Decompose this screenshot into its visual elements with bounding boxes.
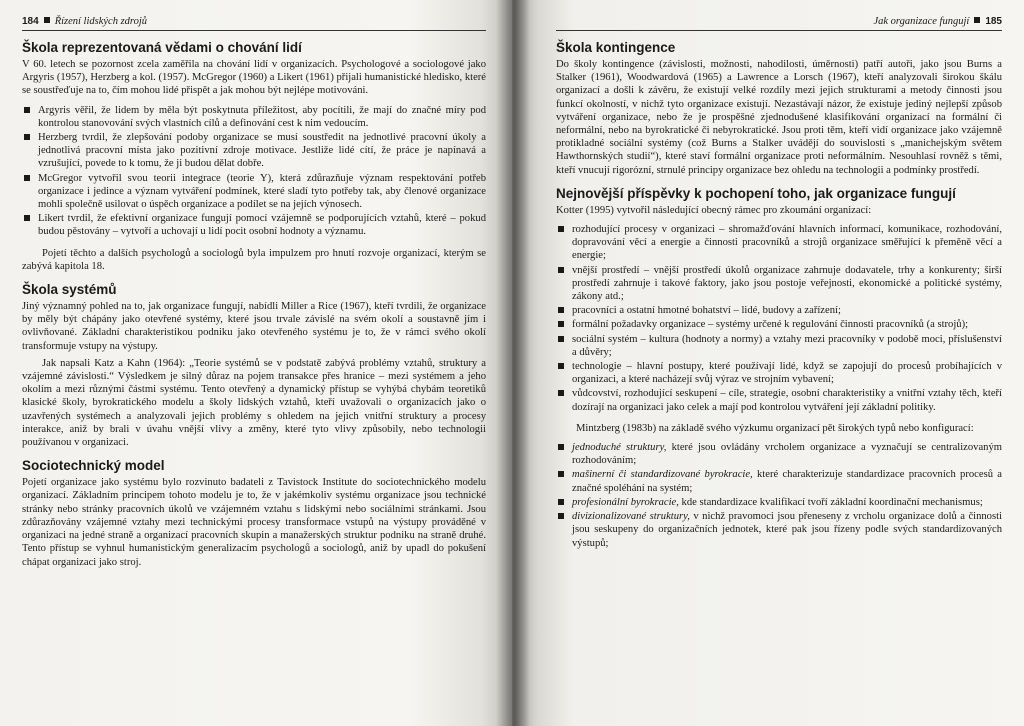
square-bullet-icon — [558, 336, 564, 342]
list-item — [556, 318, 1002, 331]
list-item — [556, 496, 1002, 509]
square-bullet-icon — [558, 226, 564, 232]
list-item-text: sociální systém – kultura (hodnoty a normy) a vztahy mezi pracovníky v podobě moci, příslušenství a důvěry; — [572, 333, 1002, 358]
list-item-text: které charakterizuje standardizace pracovních procesů a značné spoléhání na systém; — [572, 469, 1002, 494]
book-gutter — [496, 0, 530, 726]
square-bullet-icon — [558, 321, 564, 327]
square-bullet-icon — [558, 499, 564, 505]
section-heading: Sociotechnický model — [22, 458, 165, 474]
right-running-head — [556, 16, 1002, 31]
square-bullet-icon — [558, 444, 564, 450]
list-item-text: McGregor vytvořil svou teorii integrace (teorie Y), která zdůrazňuje význam respektování potřeb organizace i jedince a význam vytváření podmínek, které sladí tyto potřeby tak, aby členové organizace mohli společně usilovat o úspěch organizace a podílet se na jejích výnosech. — [38, 172, 486, 211]
page-number: 185 — [985, 16, 1002, 27]
list-item-text: rozhodující procesy v organizaci – shromažďování hlavních informací, komunikace, rozhodování, dopravování věcí a energie a činnosti pracovníků a strojů organizace směřující k přeměně věcí a energie; — [572, 224, 1002, 262]
list-item — [22, 131, 486, 171]
list-item — [22, 212, 486, 238]
section-heading: Škola kontingence — [556, 40, 676, 55]
list-item — [556, 360, 1002, 386]
bullet-list — [22, 104, 486, 239]
square-bullet-icon — [24, 134, 30, 140]
bullet-list — [556, 223, 1002, 414]
list-item-text: vnější prostředí – vnější prostředí úkolů organizace zahrnuje dodavatele, trhy a konkurenty; širší prostředí zahrnuje i takové faktory, jako jsou postoje veřejnosti, ekonomické a politické systémy, zákony atd.; — [572, 264, 1002, 303]
list-item — [556, 264, 1002, 304]
list-item — [556, 468, 1002, 494]
list-item-text: které jsou ovládány vrcholem organizace a vyznačují se centralizovaným rozhodováním; — [572, 442, 1002, 467]
paragraph: Pojetí organizace jako systému bylo rozvinuto badateli z Tavistock Institute do sociotechnického modelu organizací. Základním principem tohoto modelu je to, že v jakémkoliv systému organizace jsou technické stránky nebo stránky pracovních úkolů ve vzájemném vztahu s lidskými nebo sociálními stránkami. Jsou zdůrazňovány vzájemné vztahy mezi technickými procesy transformace vstupů na výstupy prováděné v organizaci na jedné straně a organizací pracovních skupin a manažerských struktur podniku na straně druhé. Tento přístup se vyhnul humanistickým generalizacím psychologů a sociologů, aniž by upadl do pokušení chápat organizaci jako stroj. — [22, 477, 486, 568]
square-bullet-icon — [24, 175, 30, 181]
list-item-text: Likert tvrdil, že efektivní organizace fungují pomocí vzájemně se podporujících vztahů, které – pokud budou pěstovány – vytvoří a uchovají u lidí pocit osobní hodnoty a významu. — [38, 213, 486, 238]
paragraph: V 60. letech se pozornost zcela zaměřila na chování lidí v organizacích. Psychologové a sociologové jako Argyris (1957), Herzberg a kol. (1957). McGregor (1960) a Likert (1961) přijali humanistické hledisko, které se soustřeďuje na to, čím mohou lidé přispět a jak mohou být nejlépe motivováni. — [22, 59, 486, 97]
square-bullet-icon — [558, 513, 564, 519]
paragraph: Kotter (1995) vytvořil následující obecný rámec pro zkoumání organizací: — [556, 204, 872, 216]
list-item-text: pracovníci a ostatní hmotné bohatství – lidé, budovy a zařízení; — [572, 305, 841, 317]
square-bullet-icon — [24, 215, 30, 221]
list-item — [556, 510, 1002, 550]
section-heading: Škola systémů — [22, 282, 117, 298]
list-item-text: vůdcovství, rozhodující seskupení – cíle, strategie, osobní charakteristiky a vnitřní vztahy těch, kteří dozírají na organizaci jako celek a mají pod kontrolou vytváření její základní politiky. — [572, 388, 1002, 413]
right-page — [512, 0, 1024, 726]
paragraph: Jak napsali Katz a Kahn (1964): „Teorie systémů se v podstatě zabývá problémy vztahů, struktury a vzájemné závislosti.“ Výsledkem je silný důraz na pojem transakce přes hranice – mezi systémem a jeho okolím a mezi různými částmi systému. Tento otevřený a dynamický přístup se vyhýbá chybám teoretiků klasické školy, byrokratického modelu a školy lidských vztahů, kteří uvažovali o organizacích jako o uzavřených systémech a analyzovali jejich problémy s ohledem na jejich vnitřní struktury a procesy interakce, aniž by brali v úvahu vnější vlivy a změny, které tyto vlivy způsobily, nebo technologii používanou v organizaci. — [22, 357, 486, 449]
list-item — [22, 104, 486, 130]
list-item-text: kde standardizace kvalifikací tvoří základní koordinační mechanismus; — [678, 496, 983, 508]
paragraph: Mintzberg (1983b) na základě svého výzkumu organizací pět širokých typů nebo konfigurací: — [576, 422, 974, 434]
list-item-text: formální požadavky organizace – systémy určené k regulování činnosti pracovníků (a strojů); — [572, 319, 969, 331]
page-number: 184 — [22, 16, 39, 27]
list-item-term: divizionalizované struktury, — [572, 511, 690, 523]
square-bullet-icon — [44, 17, 50, 23]
list-item — [556, 387, 1002, 413]
list-item-term: jednoduché struktury, — [572, 442, 667, 454]
square-bullet-icon — [558, 307, 564, 313]
list-item — [556, 304, 1002, 317]
list-item-text: Herzberg tvrdil, že zlepšování podoby organizace se musí soustředit na jednotlivé pracovní úkoly a jednotlivá pracovní místa jako pozitivní zdroje motivace. Jestliže lidé cítí, že práce je napínavá a vzrušující, povede to k tomu, že ji budou dělat dobře. — [38, 132, 486, 170]
list-item — [22, 172, 486, 212]
section-heading: Nejnovější příspěvky k pochopení toho, jak organizace fungují — [556, 185, 956, 201]
square-bullet-icon — [558, 471, 564, 477]
square-bullet-icon — [558, 363, 564, 369]
left-running-head — [22, 16, 486, 31]
square-bullet-icon — [558, 390, 564, 396]
running-title: Řízení lidských zdrojů — [54, 16, 148, 27]
bullet-list — [556, 441, 1002, 550]
list-item-term: profesionální byrokracie, — [572, 496, 679, 508]
square-bullet-icon — [558, 267, 564, 273]
list-item-text: Argyris věřil, že lidem by měla být poskytnuta příležitost, aby pocítili, že mají do značné míry pod kontrolou stanovování svých vlastních cílů a definování cest k nim vedoucím. — [38, 104, 486, 129]
list-item — [556, 441, 1002, 467]
paragraph: Jiný významný pohled na to, jak organizace fungují, nabídli Miller a Rice (1967), kteří tvrdili, že organizace by měly být chápány jako otevřené systémy, které jsou trvale závislé na svém okolí a soustavně jím i ovlivňované. Základní charakteristikou podniku jako otevřeného systému je to, že v rámci svého okolí transformuje vstupy na výstupy. — [22, 301, 486, 352]
list-item-text: v nichž pravomoci jsou přeneseny z vrcholu organizace dolů a činnosti jsou seskupeny do organizačních jednotek, které pak jsou řízeny podle svých standardizovaných výstupů; — [572, 511, 1002, 549]
running-title: Jak organizace fungují — [873, 16, 970, 27]
list-item-text: technologie – hlavní postupy, které používají lidé, když se zapojují do procesů probíhajících v organizaci, a které nacházejí svůj výraz ve strojním vybavení; — [572, 361, 1002, 386]
list-item — [556, 223, 1002, 263]
square-bullet-icon — [974, 17, 980, 23]
paragraph: Do školy kontingence (závislosti, možnosti, nahodilosti, úměrnosti) patří autoři, jako jsou Burns a Stalker (1961), Woodwardová (1965) a Lawrence a Lorsch (1967), kteří analyzovali širokou škálu organizací a došli k závěru, že existují velké rozdíly mezi jejich strukturami a metody činnosti jsou funkcí okolností, v nichž tyto organizace existují. Nezastávají názor, že existuje jediný nejlepší způsob vytváření organizace, nebo že je prospěšné zjednodušené klasifikování organizací na formální či neformální, nebo na byrokratické či nebyrokratické. Jsou proti těm, kteří vidí organizace jako vzájemně protikladné sociální systémy (což Burns a Stalker uvádějí do souvislosti s „manichejským světem Hawthornských studií“), které staví formální organizace proti neformálním. Nesouhlasí rovněž s těmi, kteří vnucují rigorózní, strnulé principy organizace bez ohledu na technologii a podmínky prostředí. — [556, 59, 1002, 176]
section-heading: Škola reprezentovaná vědami o chování lidí — [22, 40, 302, 55]
square-bullet-icon — [24, 107, 30, 113]
paragraph: Pojetí těchto a dalších psychologů a sociologů byla impulzem pro hnutí rozvoje organizací, kterým se zabývá kapitola 18. — [22, 247, 486, 272]
list-item-term: mašinerní či standardizované byrokracie, — [572, 469, 753, 481]
list-item — [556, 333, 1002, 359]
